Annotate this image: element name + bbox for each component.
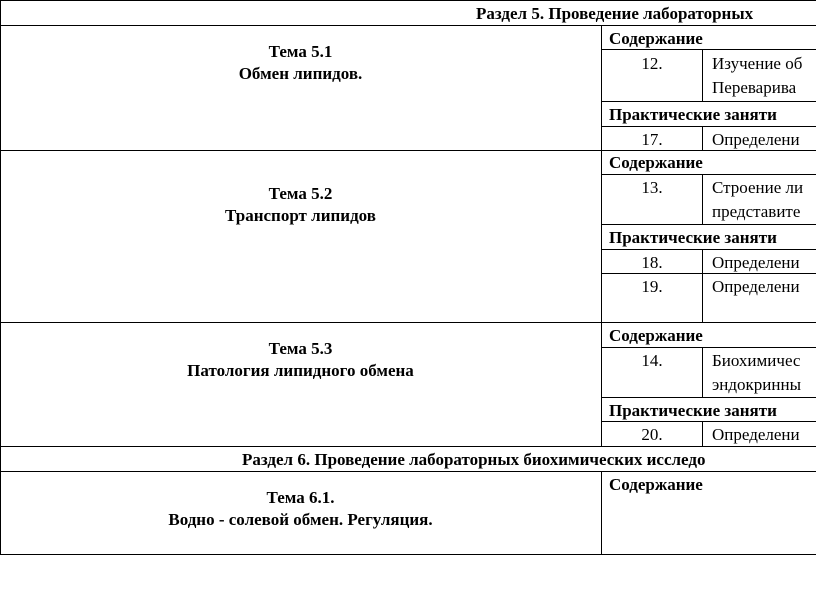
topic-5-2-name: Транспорт липидов [225,206,376,225]
topic-6-1-name: Водно - солевой обмен. Регуляция. [168,510,433,529]
topic-5-3-name: Патология липидного обмена [187,361,414,380]
topic-5-1-title: Тема 5.1 [268,42,333,61]
row-text: Определени [712,277,800,296]
table-rule [601,174,816,175]
content-label: Содержание [609,29,703,48]
table-rule [601,49,816,50]
row-number: 18. [641,253,663,272]
table-rule [601,126,816,127]
table-rule [601,273,816,274]
table-rule [601,249,816,250]
table-rule [0,150,816,151]
row-text: Определени [712,130,800,149]
topic-5-2-title: Тема 5.2 [268,184,333,203]
row-text: Изучение об [712,54,803,73]
table-rule [601,101,816,102]
section-5-header: Раздел 5. Проведение лабораторных [476,4,754,23]
row-text: Переварива [712,78,797,97]
topic-5-1-name: Обмен липидов. [238,64,363,83]
table-rule [0,446,816,447]
number-column-divider [702,347,703,398]
topic-column-divider [601,471,602,555]
content-label: Содержание [609,153,703,172]
table-rule [601,347,816,348]
table-rule [601,397,816,398]
row-number: 14. [641,351,663,370]
content-label: Содержание [609,326,703,345]
row-text: Биохимичес [712,351,801,370]
topic-5-3-title: Тема 5.3 [268,339,333,358]
row-number: 12. [641,54,663,73]
row-text: Определени [712,425,800,444]
row-text: Строение ли [712,178,804,197]
content-label: Содержание [609,475,703,494]
topic-column-divider [601,25,602,447]
number-column-divider [702,174,703,225]
table-rule [0,471,816,472]
table-border-left [0,0,1,26]
table-rule [601,421,816,422]
table-rule [601,224,816,225]
table-rule [0,25,816,26]
number-column-divider [702,249,703,323]
table-border-top [0,0,816,1]
row-number: 19. [641,277,663,296]
row-number: 17. [641,130,663,149]
table-border-left [0,446,1,472]
table-border-left [0,25,1,447]
number-column-divider [702,126,703,151]
practice-label: Практические заняти [609,228,777,247]
row-text: Определени [712,253,800,272]
row-number: 20. [641,425,663,444]
practice-label: Практические заняти [609,401,777,420]
practice-label: Практические заняти [609,105,777,124]
table-border-bottom [0,554,816,555]
section-6-header: Раздел 6. Проведение лабораторных биохимических исследо [242,450,706,469]
row-text: представите [712,202,801,221]
number-column-divider [702,421,703,447]
row-text: эндокринны [712,375,802,394]
topic-6-1-title: Тема 6.1. [266,488,335,507]
number-column-divider [702,49,703,102]
table-rule [0,322,816,323]
row-number: 13. [641,178,663,197]
